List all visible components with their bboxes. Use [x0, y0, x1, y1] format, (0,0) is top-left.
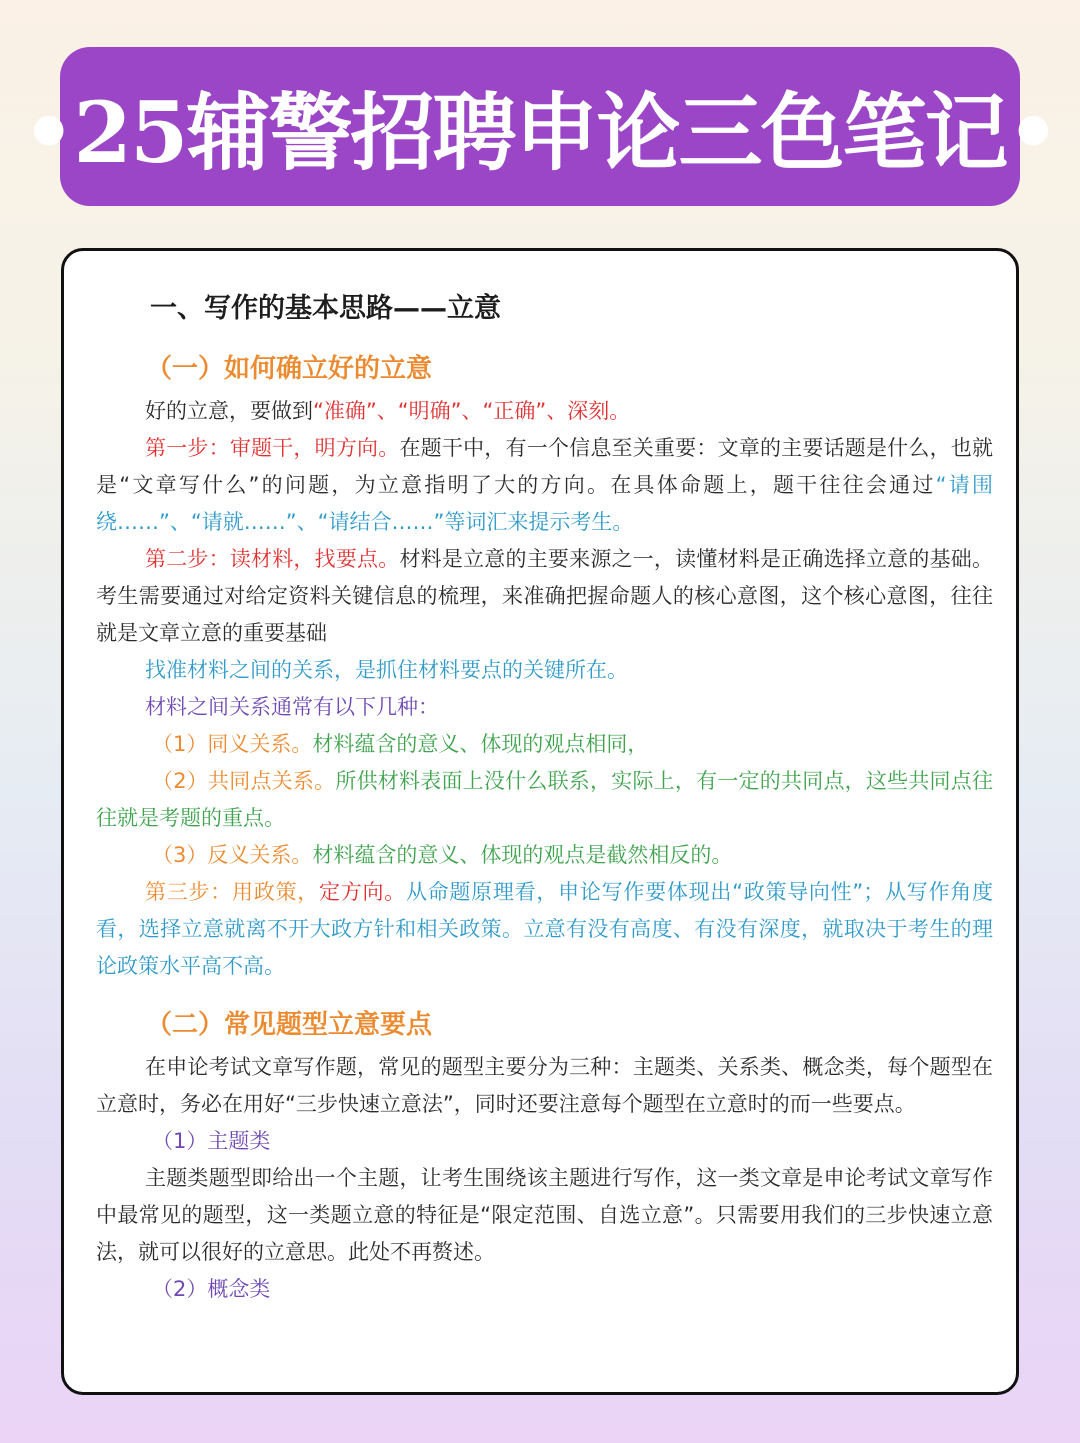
intro-text: 好的立意，要做到 [145, 399, 313, 423]
step1-paragraph [96, 430, 993, 541]
intro-keywords: “准确”、“明确”、“正确”、深刻。 [313, 399, 631, 423]
subheading-1: （一）如何确立好的立意 [146, 354, 433, 384]
step3-label: 第三步：用政策， [145, 880, 319, 904]
type1-label: （1）主题类 [152, 1129, 271, 1153]
step3-paragraph [96, 874, 993, 985]
rel3-text: 材料蕴含的意义、体现的观点是截然相反的。 [312, 843, 733, 867]
notes-card [61, 248, 1019, 1395]
title-banner [21, 47, 1059, 206]
step3-text: 从命题原理看，申论写作要体现出“政策导向性”；从写作角度看，选择立意就离不开大政方针和相关政策。立意有没有高度、有没有深度，就取决于考生的理论政策水平高不高。 [96, 880, 994, 978]
type1-paragraph: 主题类题型即给出一个主题，让考生围绕该主题进行写作，这一类文章是申论考试文章写作中最常见的题型，这一类题立意的特征是“限定范围、自选立意”。只需要用我们的三步快速立意法，就可以很好的立意思。此处不再赘述。 [96, 1166, 993, 1264]
step2-paragraph [96, 541, 993, 652]
step1-hint: “请围绕……”、“请就……”、“请结合……”等词汇来提示考生。 [96, 473, 993, 534]
rel2-label: （2）共同点关系。 [152, 769, 336, 793]
step3-label-direction: 定方向。 [318, 880, 406, 904]
subheading-2: （二）常见题型立意要点 [146, 1010, 433, 1040]
relation-2 [96, 763, 993, 837]
intro-paragraph [96, 393, 993, 430]
key-point: 找准材料之间的关系，是抓住材料要点的关键所在。 [145, 658, 628, 682]
relation-1 [96, 726, 993, 763]
rel2-text: 所供材料表面上没什么联系，实际上，有一定的共同点，这些共同点往往就是考题的重点。 [96, 769, 993, 830]
step1-label: 第一步：审题干，明方向。 [145, 436, 400, 460]
rel1-label: （1）同义关系。 [152, 732, 313, 756]
step2-text: 材料是立意的主要来源之一，读懂材料是正确选择立意的基础。考生需要通过对给定资料关键信息的梳理，来准确把握命题人的核心意图，这个核心意图，往往就是文章立意的重要基础 [96, 547, 994, 645]
page-title: •25辅警招聘申论三色笔记• [21, 83, 1059, 182]
types-paragraph: 在申论考试文章写作题，常见的题型主要分为三种：主题类、关系类、概念类，每个题型在立意时，务必在用好“三步快速立意法”，同时还要注意每个题型在立意时的而一些要点。 [96, 1055, 993, 1116]
rel1-text: 材料蕴含的意义、体现的观点相同， [312, 732, 649, 756]
notes-content [96, 289, 993, 1308]
step1-text: 在题干中，有一个信息至关重要：文章的主要话题是什么，也就是“文章写什么”的问题，为立意指明了大的方向。在具体命题上，题干往往会通过 [96, 436, 994, 497]
type2-label: （2）概念类 [152, 1277, 271, 1301]
step2-label: 第二步：读材料，找要点。 [145, 547, 400, 571]
rel3-label: （3）反义关系。 [152, 843, 313, 867]
relations-intro: 材料之间关系通常有以下几种： [145, 695, 439, 719]
relation-3 [96, 837, 993, 874]
section-heading: 一、写作的基本思路——立意 [150, 293, 501, 324]
